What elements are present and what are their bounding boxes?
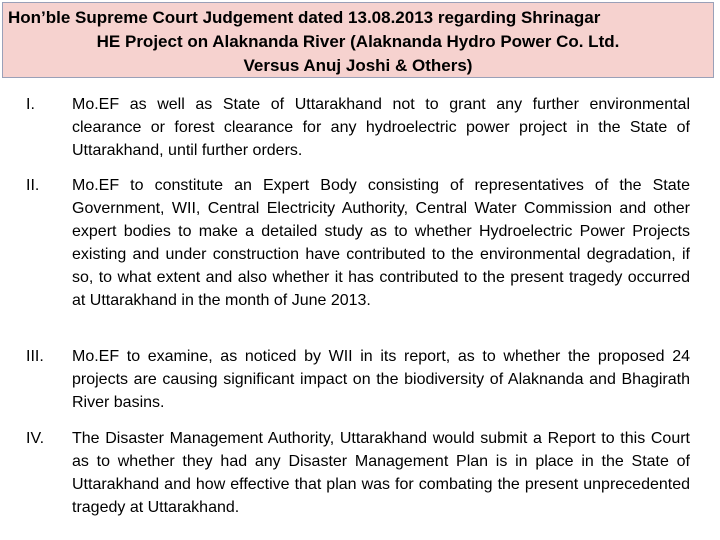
item-text: The Disaster Management Authority, Uttarakhand would submit a Report to this Court as to whether they had any Disaster Management Plan is in place in the State of Uttarakhand and how effective that plan was for combating the present unprecedented tragedy at Uttarakhand. <box>72 430 690 516</box>
item-text: Mo.EF as well as State of Uttarakhand not to grant any further environmental clearance or forest clearance for any hydroelectric power project in the State of Uttarakhand, until further orders. <box>72 96 690 159</box>
item-number: III. <box>26 348 44 365</box>
item-text: Mo.EF to examine, as noticed by WII in its report, as to whether the proposed 24 projects are causing significant impact on the biodiversity of Alaknanda and Bhagirath River basins. <box>72 348 690 411</box>
title-line-1: Hon’ble Supreme Court Judgement dated 13.08.2013 regarding Shrinagar <box>8 8 601 27</box>
title-box <box>2 2 714 78</box>
item-number: I. <box>26 96 35 113</box>
title-line-3: Versus Anuj Joshi & Others) <box>243 56 473 75</box>
title-line-2: HE Project on Alaknanda River (Alaknanda Hydro Power Co. Ltd. <box>96 32 620 51</box>
item-number: II. <box>26 177 40 194</box>
item-text: Mo.EF to constitute an Expert Body consisting of representatives of the State Government, WII, Central Electricity Authority, Central Water Commission and other expert bodies to make a detailed study as to whether Hydroelectric Power Projects existing and under construction have contributed to the environmental degradation, if so, to what extent and also whether it has contributed to the present tragedy occurred at Uttarakhand in the month of June 2013. <box>72 177 690 309</box>
item-number: IV. <box>26 430 45 447</box>
